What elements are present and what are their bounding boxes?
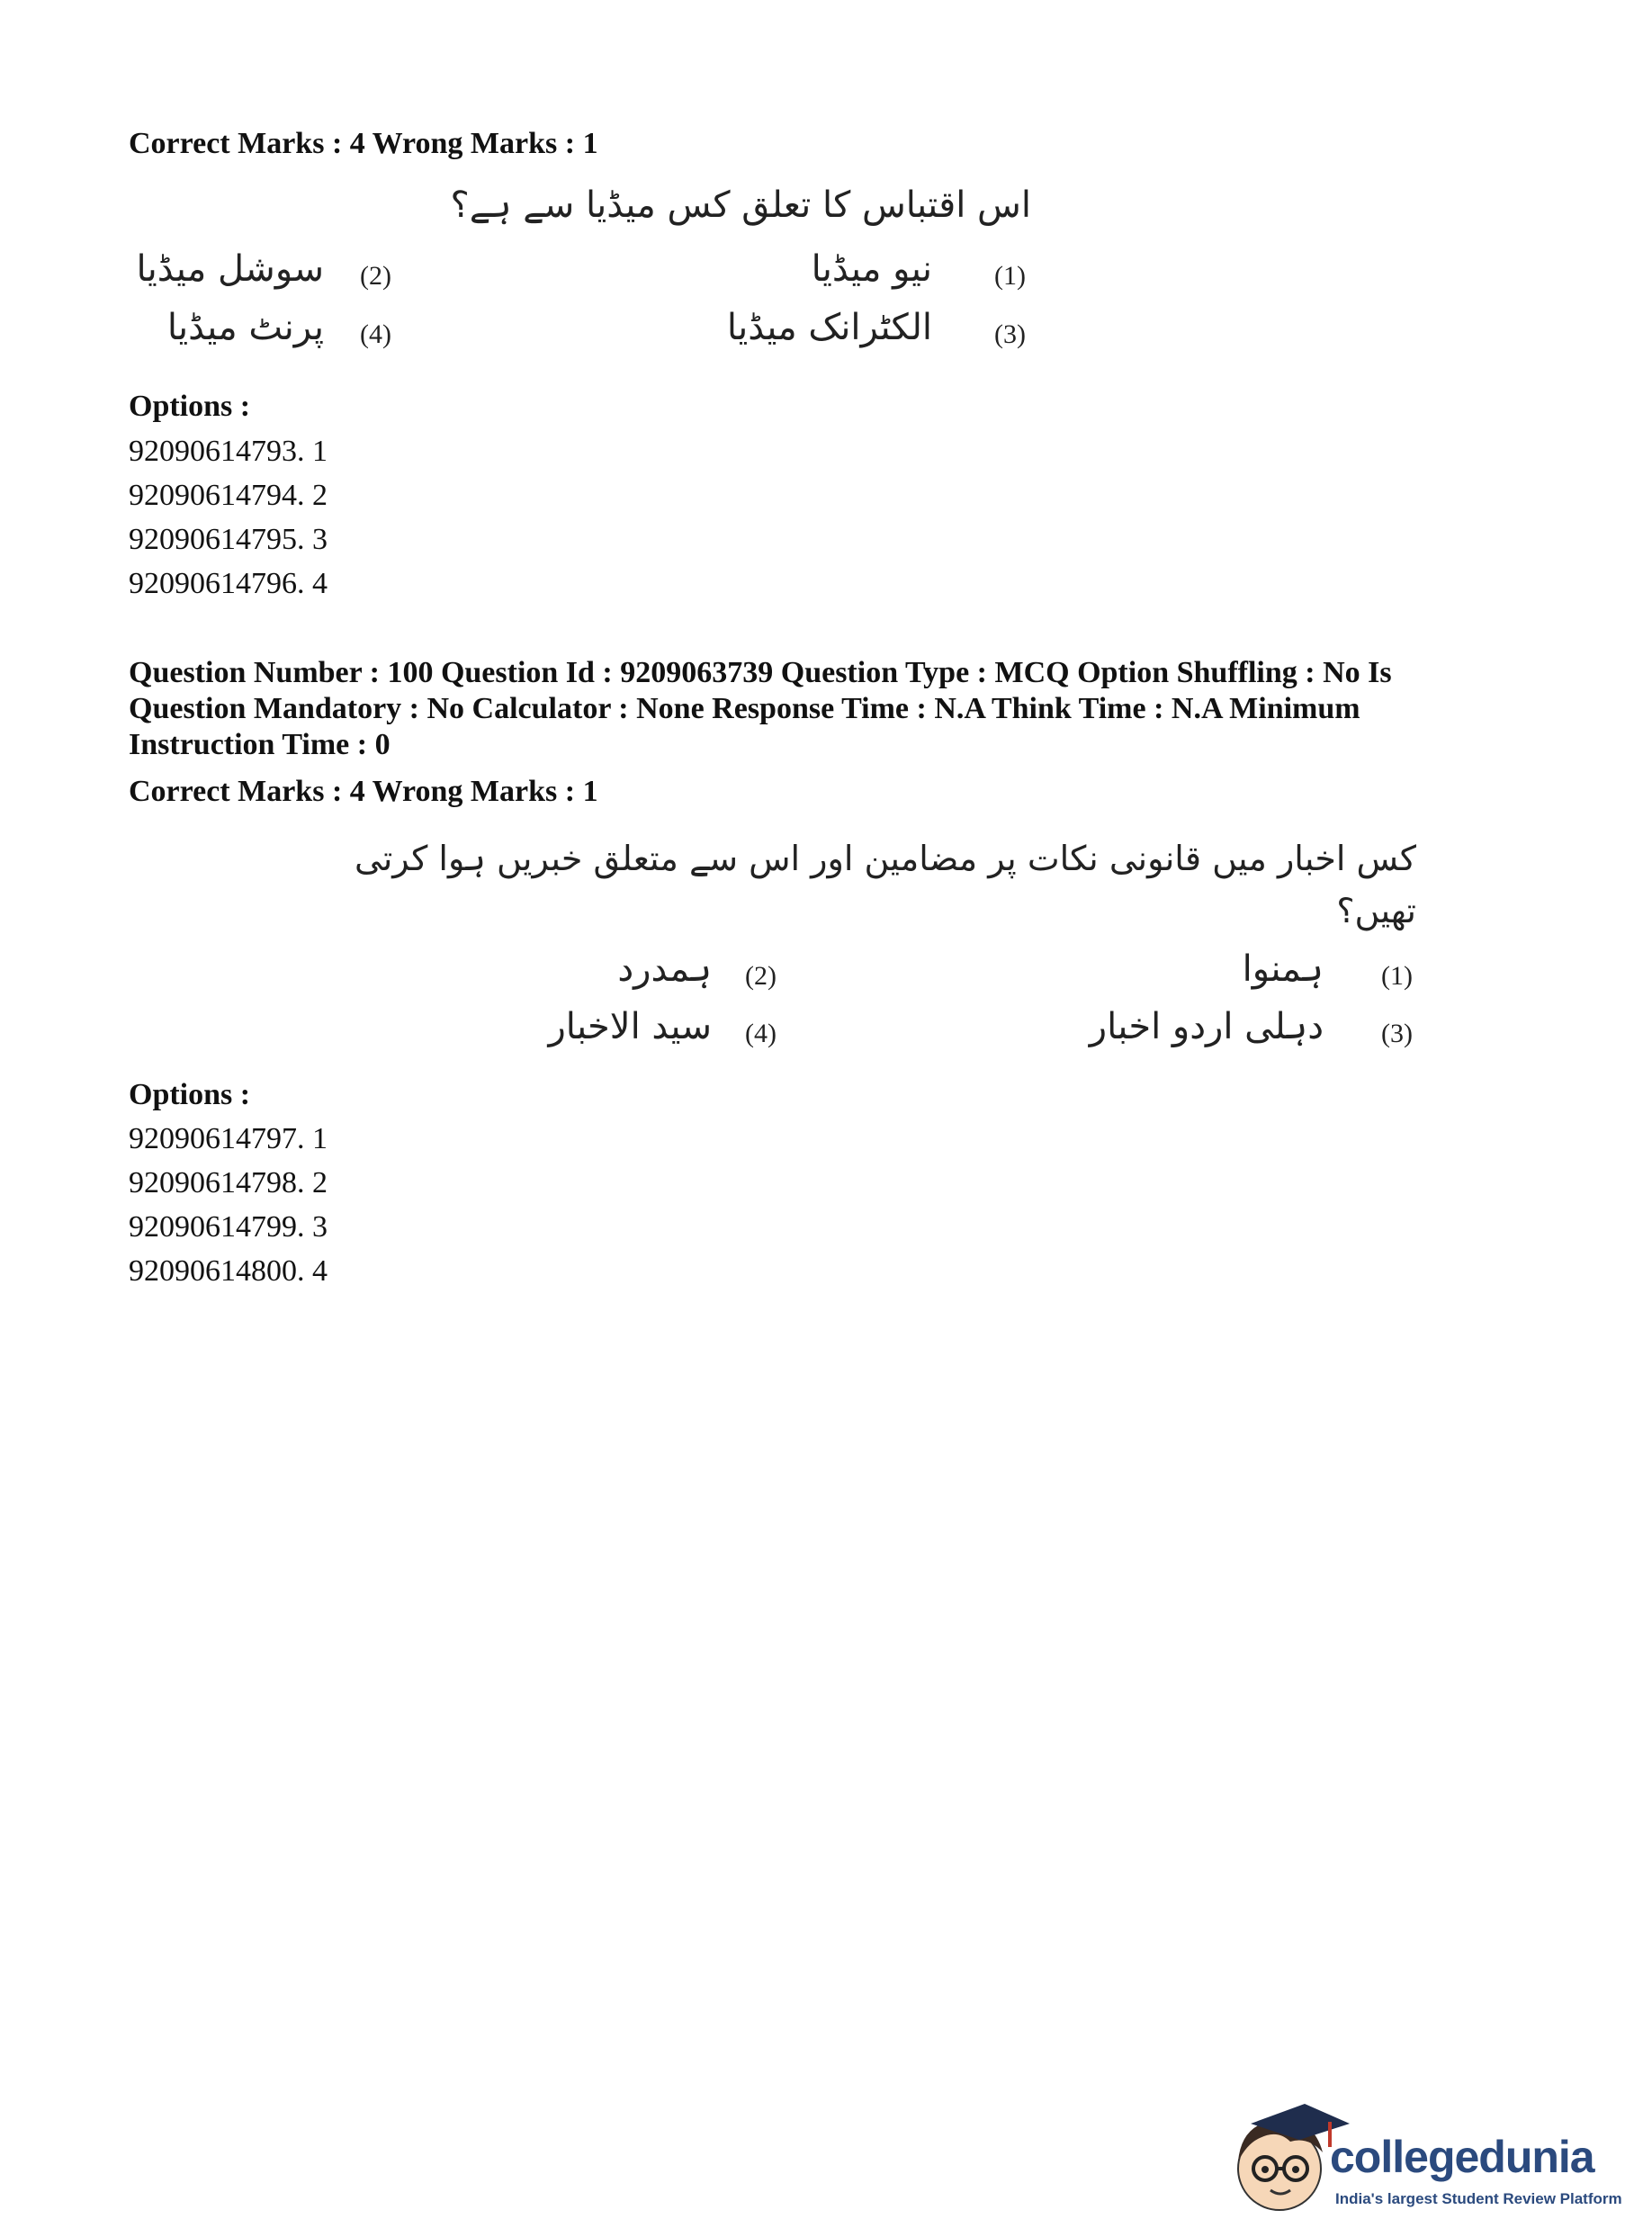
- q1-choice-2-text: سوشل میڈیا: [136, 248, 324, 290]
- q2-question-text-line-2: تھیں؟: [1336, 891, 1416, 930]
- q1-choice-1-text: نیو میڈیا: [811, 248, 932, 290]
- logo-tagline: India's largest Student Review Platform: [1335, 2190, 1622, 2207]
- q1-choice-2-number: (2): [360, 261, 391, 291]
- q2-option-1: 92090614797. 1: [129, 1122, 328, 1155]
- q1-marks: Correct Marks : 4 Wrong Marks : 1: [129, 127, 598, 160]
- q2-choice-2-text: ہمدرد: [617, 948, 712, 990]
- q2-header-line-2: Question Mandatory : No Calculator : None Response Time : N.A Think Time : N.A Minimum: [129, 692, 1360, 725]
- q2-option-2: 92090614798. 2: [129, 1166, 328, 1199]
- q2-option-4: 92090614800. 4: [129, 1254, 328, 1288]
- q1-options-label: Options :: [129, 390, 251, 423]
- q2-choice-3-text: دہلی اردو اخبار: [1089, 1006, 1324, 1047]
- q1-question-text: اس اقتباس کا تعلق کس میڈیا سے ہے؟: [450, 184, 1031, 226]
- q2-choice-1-number: (1): [1381, 961, 1413, 991]
- q2-question-text-line-1: کس اخبار میں قانونی نکات پر مضامین اور اس سے متعلق خبریں ہوا کرتی: [355, 839, 1416, 878]
- q2-choice-4-number: (4): [745, 1019, 777, 1048]
- q2-header: [129, 655, 1532, 763]
- q2-choice-4-text: سید الاخبار: [548, 1006, 712, 1047]
- q1-option-2: 92090614794. 2: [129, 479, 328, 512]
- q1-choice-1-number: (1): [994, 261, 1026, 291]
- q2-options-label: Options :: [129, 1078, 251, 1111]
- collegedunia-logo: [1224, 2097, 1638, 2223]
- q2-choice-1-text: ہمنوا: [1242, 948, 1324, 990]
- q1-option-list: [129, 429, 1532, 606]
- q2-choice-2-number: (2): [745, 961, 777, 991]
- q2-marks: Correct Marks : 4 Wrong Marks : 1: [129, 775, 598, 808]
- q1-choice-4-text: پرنٹ میڈیا: [166, 307, 324, 348]
- q1-choice-4-number: (4): [360, 319, 391, 349]
- q2-option-list: [129, 1117, 1532, 1293]
- q1-option-4: 92090614796. 4: [129, 567, 328, 600]
- q1-choice-3-text: الکٹرانک میڈیا: [726, 307, 932, 348]
- q2-header-line-3: Instruction Time : 0: [129, 728, 391, 761]
- q1-option-1: 92090614793. 1: [129, 435, 328, 468]
- q2-choice-3-number: (3): [1381, 1019, 1413, 1048]
- q1-choice-3-number: (3): [994, 319, 1026, 349]
- q2-header-line-1: Question Number : 100 Question Id : 9209063739 Question Type : MCQ Option Shuffling : No Is: [129, 656, 1392, 689]
- logo-brand-text: collegedunia: [1330, 2132, 1594, 2182]
- q1-option-3: 92090614795. 3: [129, 523, 328, 556]
- q2-option-3: 92090614799. 3: [129, 1210, 328, 1244]
